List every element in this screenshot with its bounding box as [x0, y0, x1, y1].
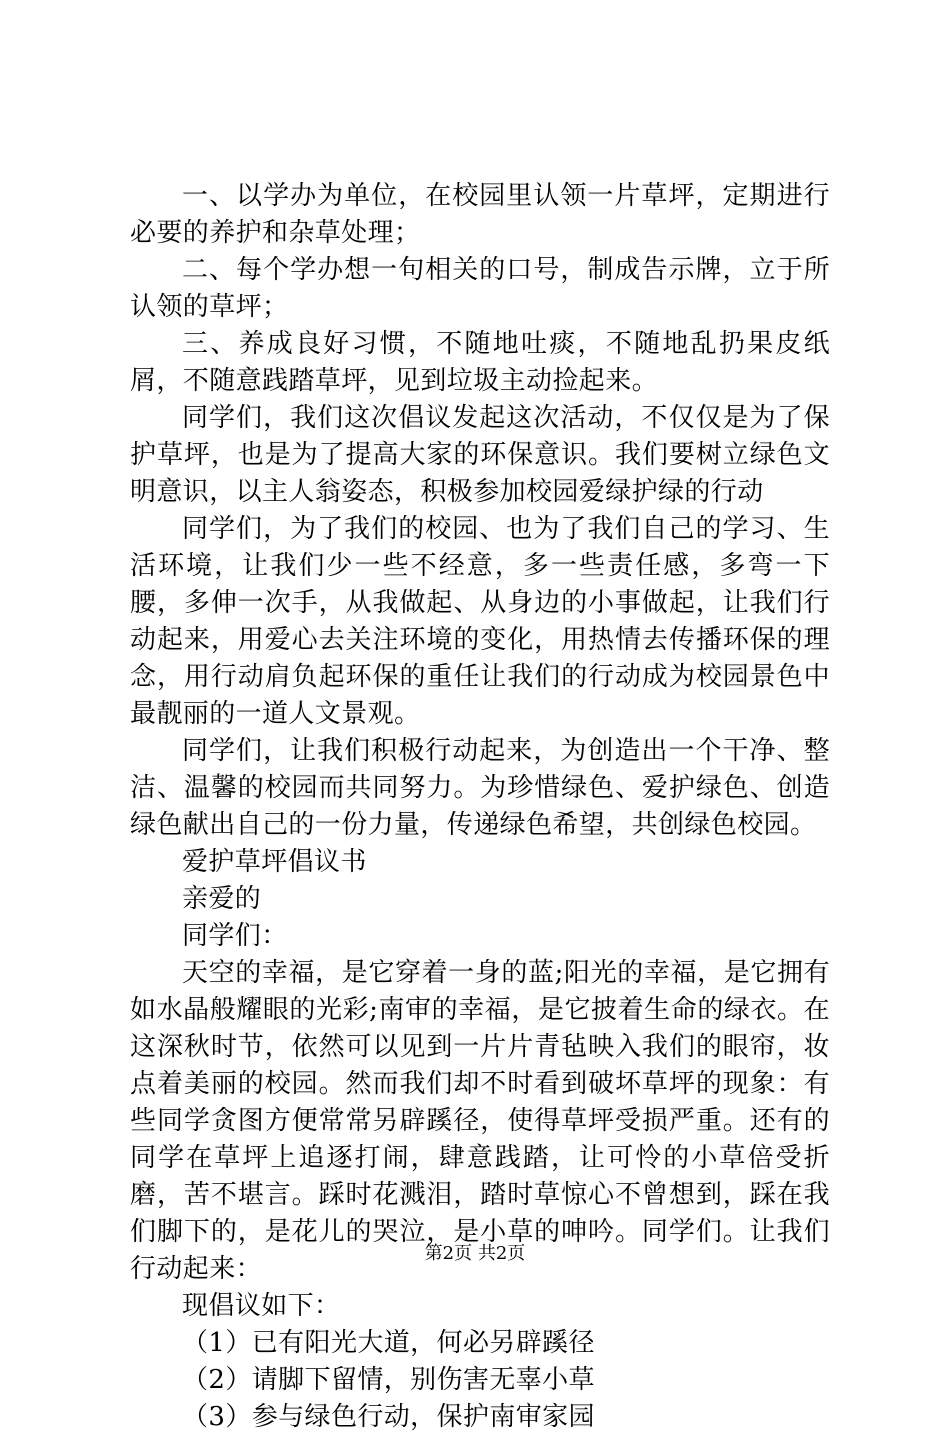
section-title: 爱护草坪倡议书 — [182, 847, 367, 877]
paragraph-item-6: 同学们，让我们积极行动起来，为创造出一个干净、整洁、温馨的校园而共同努力。为珍惜绿色、爱护绿色、创造绿色献出自己的一份力量，传递绿色希望，共创绿色校园。 — [130, 736, 830, 840]
proposal-item-1: （1）已有阳光大道，何必另辟蹊径 — [182, 1328, 595, 1358]
proposal-item-3: （3）参与绿色行动，保护南审家园 — [182, 1402, 595, 1432]
paragraph-item-2: 二、每个学办想一句相关的口号，制成告示牌，立于所认领的草坪； — [130, 255, 830, 322]
proposal-intro: 现倡议如下： — [182, 1291, 341, 1321]
salutation-line-2: 同学们： — [182, 921, 288, 951]
page-number-footer: 第2页 共2页 — [424, 1243, 526, 1264]
salutation-line-1: 亲爱的 — [182, 884, 262, 914]
paragraph-item-4: 同学们，我们这次倡议发起这次活动，不仅仅是为了保护草坪，也是为了提高大家的环保意识。我们要树立绿色文明意识，以主人翁姿态，积极参加校园爱绿护绿的行动 — [130, 403, 830, 507]
paragraph-item-1: 一、以学办为单位，在校园里认领一片草坪，定期进行必要的养护和杂草处理； — [130, 181, 830, 248]
paragraph-item-3: 三、养成良好习惯，不随地吐痰，不随地乱扔果皮纸屑，不随意践踏草坪，见到垃圾主动捡起来。 — [130, 329, 830, 396]
paragraph-item-7: 天空的幸福，是它穿着一身的蓝;阳光的幸福，是它拥有如水晶般耀眼的光彩;南审的幸福，是它披着生命的绿衣。在这深秋时节，依然可以见到一片片青毡映入我们的眼帘，妆点着美丽的校园。然而我们却不时看到破坏草坪的现象：有些同学贪图方便常常另辟蹊径，使得草坪受损严重。还有的同学在草坪上追逐打闹，肆意践踏，让可怜的小草倍受折磨，苦不堪言。踩时花溅泪，踏时草惊心不曾想到，踩在我们脚下的，是花儿的哭泣，是小草的呻吟。同学们。让我们行动起来： — [130, 958, 830, 1284]
paragraph-item-5: 同学们，为了我们的校园、也为了我们自己的学习、生活环境，让我们少一些不经意，多一些责任感，多弯一下腰，多伸一次手，从我做起、从身边的小事做起，让我们行动起来，用爱心去关注环境的变化，用热情去传播环保的理念，用行动肩负起环保的重任让我们的行动成为校园景色中最靓丽的一道人文景观。 — [130, 514, 830, 729]
proposal-item-2: （2）请脚下留情，别伤害无辜小草 — [182, 1365, 595, 1395]
